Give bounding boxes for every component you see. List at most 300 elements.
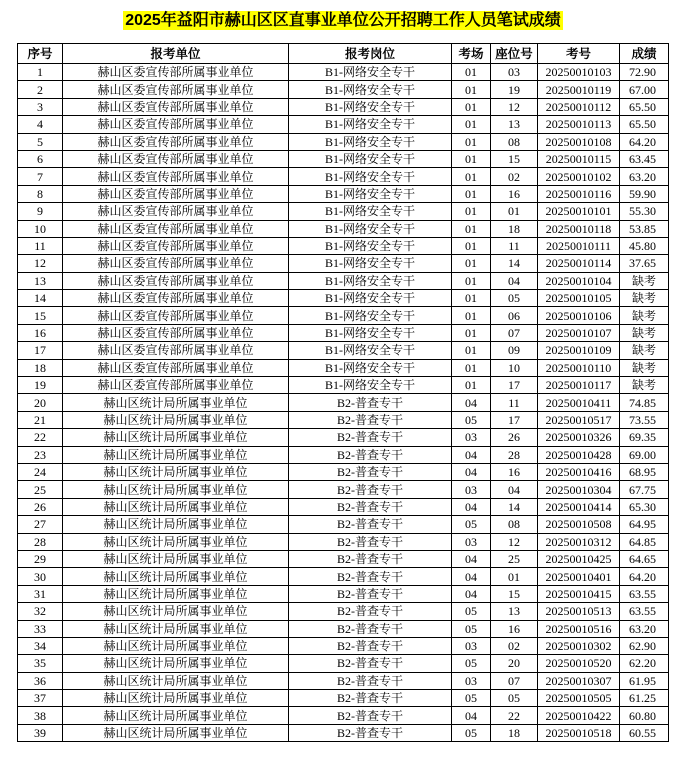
header-seq: 序号: [18, 44, 63, 64]
cell-seq: 9: [18, 203, 63, 220]
cell-score: 缺考: [620, 272, 669, 289]
cell-score: 缺考: [620, 307, 669, 324]
cell-position: B2-普查专干: [289, 533, 452, 550]
cell-seq: 23: [18, 446, 63, 463]
table-row: [18, 672, 669, 689]
cell-seq: 11: [18, 237, 63, 254]
cell-unit: 赫山区委宣传部所属事业单位: [63, 81, 289, 98]
cell-seat: 14: [491, 498, 538, 515]
cell-seat: 22: [491, 707, 538, 724]
cell-exam-id: 20250010304: [538, 481, 620, 498]
cell-unit: 赫山区委宣传部所属事业单位: [63, 377, 289, 394]
cell-score: 63.55: [620, 603, 669, 620]
cell-position: B2-普查专干: [289, 690, 452, 707]
cell-seat: 18: [491, 724, 538, 741]
title-wrapper: [0, 11, 686, 30]
cell-exam-room: 05: [452, 655, 491, 672]
cell-unit: 赫山区统计局所属事业单位: [63, 707, 289, 724]
cell-seat: 01: [491, 203, 538, 220]
cell-seat: 16: [491, 620, 538, 637]
cell-exam-id: 20250010312: [538, 533, 620, 550]
cell-exam-room: 05: [452, 690, 491, 707]
cell-unit: 赫山区统计局所属事业单位: [63, 446, 289, 463]
cell-unit: 赫山区委宣传部所属事业单位: [63, 185, 289, 202]
cell-seat: 06: [491, 307, 538, 324]
cell-unit: 赫山区统计局所属事业单位: [63, 620, 289, 637]
table-body: [18, 64, 669, 742]
cell-position: B1-网络安全专干: [289, 220, 452, 237]
score-table: [17, 43, 669, 742]
cell-score: 62.90: [620, 637, 669, 654]
cell-score: 62.20: [620, 655, 669, 672]
table-row: [18, 324, 669, 341]
table-row: [18, 290, 669, 307]
cell-position: B2-普查专干: [289, 446, 452, 463]
table-row: [18, 585, 669, 602]
cell-unit: 赫山区委宣传部所属事业单位: [63, 324, 289, 341]
cell-unit: 赫山区委宣传部所属事业单位: [63, 255, 289, 272]
cell-position: B1-网络安全专干: [289, 255, 452, 272]
cell-exam-id: 20250010513: [538, 603, 620, 620]
table-row: [18, 620, 669, 637]
cell-position: B1-网络安全专干: [289, 359, 452, 376]
cell-position: B1-网络安全专干: [289, 272, 452, 289]
cell-seq: 7: [18, 168, 63, 185]
cell-score: 67.00: [620, 81, 669, 98]
cell-exam-id: 20250010518: [538, 724, 620, 741]
table-row: [18, 550, 669, 567]
cell-seq: 21: [18, 411, 63, 428]
cell-unit: 赫山区统计局所属事业单位: [63, 637, 289, 654]
cell-seat: 13: [491, 116, 538, 133]
cell-exam-id: 20250010101: [538, 203, 620, 220]
cell-seat: 07: [491, 324, 538, 341]
cell-exam-room: 01: [452, 324, 491, 341]
cell-exam-id: 20250010517: [538, 411, 620, 428]
cell-exam-room: 05: [452, 603, 491, 620]
cell-score: 53.85: [620, 220, 669, 237]
cell-position: B2-普查专干: [289, 463, 452, 480]
cell-score: 69.35: [620, 429, 669, 446]
cell-position: B1-网络安全专干: [289, 377, 452, 394]
table-row: [18, 359, 669, 376]
cell-unit: 赫山区统计局所属事业单位: [63, 429, 289, 446]
cell-unit: 赫山区统计局所属事业单位: [63, 568, 289, 585]
cell-seat: 08: [491, 133, 538, 150]
cell-seq: 13: [18, 272, 63, 289]
cell-unit: 赫山区委宣传部所属事业单位: [63, 237, 289, 254]
cell-seat: 10: [491, 359, 538, 376]
cell-seq: 8: [18, 185, 63, 202]
cell-position: B1-网络安全专干: [289, 116, 452, 133]
cell-seq: 35: [18, 655, 63, 672]
cell-position: B2-普查专干: [289, 620, 452, 637]
cell-exam-id: 20250010411: [538, 394, 620, 411]
cell-unit: 赫山区委宣传部所属事业单位: [63, 359, 289, 376]
cell-score: 67.75: [620, 481, 669, 498]
cell-position: B1-网络安全专干: [289, 185, 452, 202]
cell-unit: 赫山区委宣传部所属事业单位: [63, 307, 289, 324]
cell-score: 64.65: [620, 550, 669, 567]
cell-unit: 赫山区统计局所属事业单位: [63, 672, 289, 689]
cell-exam-id: 20250010414: [538, 498, 620, 515]
cell-seq: 3: [18, 98, 63, 115]
cell-unit: 赫山区统计局所属事业单位: [63, 498, 289, 515]
cell-seq: 12: [18, 255, 63, 272]
cell-seat: 17: [491, 377, 538, 394]
cell-exam-room: 04: [452, 463, 491, 480]
cell-position: B2-普查专干: [289, 585, 452, 602]
page-title: 2025年益阳市赫山区区直事业单位公开招聘工作人员笔试成绩: [125, 12, 561, 29]
cell-seq: 27: [18, 516, 63, 533]
cell-seat: 16: [491, 185, 538, 202]
cell-seat: 15: [491, 585, 538, 602]
cell-score: 63.45: [620, 150, 669, 167]
cell-score: 60.55: [620, 724, 669, 741]
cell-exam-id: 20250010108: [538, 133, 620, 150]
cell-exam-room: 01: [452, 185, 491, 202]
cell-seat: 15: [491, 150, 538, 167]
table-row: [18, 429, 669, 446]
cell-exam-room: 01: [452, 64, 491, 81]
header-exam-room: 考场: [452, 44, 491, 64]
cell-unit: 赫山区委宣传部所属事业单位: [63, 133, 289, 150]
table-row: [18, 133, 669, 150]
cell-position: B2-普查专干: [289, 672, 452, 689]
cell-exam-room: 03: [452, 429, 491, 446]
cell-score: 缺考: [620, 377, 669, 394]
cell-position: B1-网络安全专干: [289, 98, 452, 115]
cell-exam-room: 01: [452, 116, 491, 133]
table-row: [18, 516, 669, 533]
cell-exam-room: 01: [452, 255, 491, 272]
cell-unit: 赫山区统计局所属事业单位: [63, 550, 289, 567]
cell-unit: 赫山区统计局所属事业单位: [63, 655, 289, 672]
cell-position: B2-普查专干: [289, 568, 452, 585]
cell-exam-id: 20250010416: [538, 463, 620, 480]
cell-seat: 26: [491, 429, 538, 446]
cell-position: B1-网络安全专干: [289, 133, 452, 150]
cell-unit: 赫山区委宣传部所属事业单位: [63, 203, 289, 220]
cell-unit: 赫山区统计局所属事业单位: [63, 533, 289, 550]
cell-seq: 30: [18, 568, 63, 585]
cell-seq: 32: [18, 603, 63, 620]
cell-exam-room: 04: [452, 585, 491, 602]
cell-seq: 36: [18, 672, 63, 689]
cell-seq: 28: [18, 533, 63, 550]
cell-seat: 04: [491, 272, 538, 289]
cell-unit: 赫山区统计局所属事业单位: [63, 516, 289, 533]
cell-seq: 10: [18, 220, 63, 237]
table-row: [18, 255, 669, 272]
cell-exam-id: 20250010104: [538, 272, 620, 289]
table-row: [18, 64, 669, 81]
cell-unit: 赫山区统计局所属事业单位: [63, 463, 289, 480]
table-row: [18, 637, 669, 654]
cell-seq: 37: [18, 690, 63, 707]
table-row: [18, 150, 669, 167]
cell-exam-room: 01: [452, 377, 491, 394]
table-row: [18, 690, 669, 707]
cell-seq: 38: [18, 707, 63, 724]
cell-exam-id: 20250010505: [538, 690, 620, 707]
cell-score: 65.50: [620, 116, 669, 133]
cell-score: 64.20: [620, 133, 669, 150]
cell-seat: 01: [491, 568, 538, 585]
cell-exam-room: 01: [452, 203, 491, 220]
cell-position: B1-网络安全专干: [289, 203, 452, 220]
cell-seq: 16: [18, 324, 63, 341]
cell-exam-id: 20250010112: [538, 98, 620, 115]
cell-score: 55.30: [620, 203, 669, 220]
cell-position: B2-普查专干: [289, 394, 452, 411]
cell-score: 64.20: [620, 568, 669, 585]
cell-seat: 11: [491, 237, 538, 254]
table-row: [18, 272, 669, 289]
cell-seq: 18: [18, 359, 63, 376]
cell-exam-id: 20250010103: [538, 64, 620, 81]
table-row: [18, 394, 669, 411]
cell-exam-id: 20250010115: [538, 150, 620, 167]
cell-unit: 赫山区委宣传部所属事业单位: [63, 272, 289, 289]
cell-seq: 39: [18, 724, 63, 741]
cell-seq: 25: [18, 481, 63, 498]
cell-unit: 赫山区统计局所属事业单位: [63, 603, 289, 620]
table-row: [18, 81, 669, 98]
cell-exam-room: 03: [452, 533, 491, 550]
cell-seat: 03: [491, 64, 538, 81]
cell-seat: 19: [491, 81, 538, 98]
cell-exam-id: 20250010110: [538, 359, 620, 376]
cell-score: 61.95: [620, 672, 669, 689]
cell-unit: 赫山区委宣传部所属事业单位: [63, 150, 289, 167]
header-seat: 座位号: [491, 44, 538, 64]
cell-position: B1-网络安全专干: [289, 307, 452, 324]
header-score: 成绩: [620, 44, 669, 64]
cell-exam-id: 20250010111: [538, 237, 620, 254]
cell-seat: 02: [491, 168, 538, 185]
table-row: [18, 185, 669, 202]
cell-seq: 19: [18, 377, 63, 394]
cell-exam-room: 01: [452, 98, 491, 115]
table-row: [18, 237, 669, 254]
cell-score: 61.25: [620, 690, 669, 707]
cell-unit: 赫山区委宣传部所属事业单位: [63, 98, 289, 115]
cell-position: B2-普查专干: [289, 411, 452, 428]
cell-score: 64.85: [620, 533, 669, 550]
cell-seq: 29: [18, 550, 63, 567]
cell-seat: 12: [491, 533, 538, 550]
cell-exam-room: 05: [452, 516, 491, 533]
header-exam-id: 考号: [538, 44, 620, 64]
cell-seat: 16: [491, 463, 538, 480]
cell-unit: 赫山区委宣传部所属事业单位: [63, 220, 289, 237]
cell-exam-room: 04: [452, 707, 491, 724]
cell-position: B1-网络安全专干: [289, 237, 452, 254]
table-row: [18, 220, 669, 237]
cell-position: B1-网络安全专干: [289, 81, 452, 98]
cell-score: 37.65: [620, 255, 669, 272]
cell-exam-id: 20250010119: [538, 81, 620, 98]
cell-seat: 17: [491, 411, 538, 428]
table-row: [18, 446, 669, 463]
cell-seat: 13: [491, 603, 538, 620]
cell-position: B2-普查专干: [289, 516, 452, 533]
cell-exam-id: 20250010520: [538, 655, 620, 672]
cell-exam-room: 01: [452, 342, 491, 359]
cell-exam-room: 01: [452, 133, 491, 150]
cell-seq: 4: [18, 116, 63, 133]
cell-exam-room: 01: [452, 237, 491, 254]
cell-exam-id: 20250010102: [538, 168, 620, 185]
cell-seat: 14: [491, 255, 538, 272]
cell-score: 缺考: [620, 290, 669, 307]
cell-exam-room: 05: [452, 411, 491, 428]
cell-exam-id: 20250010415: [538, 585, 620, 602]
cell-score: 63.20: [620, 168, 669, 185]
cell-seat: 25: [491, 550, 538, 567]
cell-position: B1-网络安全专干: [289, 168, 452, 185]
cell-exam-room: 04: [452, 446, 491, 463]
cell-unit: 赫山区委宣传部所属事业单位: [63, 290, 289, 307]
cell-exam-id: 20250010425: [538, 550, 620, 567]
cell-seq: 1: [18, 64, 63, 81]
cell-exam-room: 04: [452, 498, 491, 515]
table-row: [18, 116, 669, 133]
cell-exam-id: 20250010106: [538, 307, 620, 324]
cell-seq: 5: [18, 133, 63, 150]
cell-exam-room: 01: [452, 307, 491, 324]
cell-score: 缺考: [620, 359, 669, 376]
cell-seq: 31: [18, 585, 63, 602]
cell-position: B1-网络安全专干: [289, 324, 452, 341]
cell-exam-id: 20250010105: [538, 290, 620, 307]
cell-unit: 赫山区委宣传部所属事业单位: [63, 64, 289, 81]
cell-score: 65.50: [620, 98, 669, 115]
cell-seq: 20: [18, 394, 63, 411]
table-row: [18, 707, 669, 724]
cell-seq: 34: [18, 637, 63, 654]
cell-exam-room: 03: [452, 481, 491, 498]
table-row: [18, 411, 669, 428]
cell-unit: 赫山区委宣传部所属事业单位: [63, 168, 289, 185]
header-position: 报考岗位: [289, 44, 452, 64]
cell-seq: 15: [18, 307, 63, 324]
cell-score: 65.30: [620, 498, 669, 515]
cell-unit: 赫山区统计局所属事业单位: [63, 724, 289, 741]
cell-seq: 26: [18, 498, 63, 515]
cell-position: B2-普查专干: [289, 498, 452, 515]
cell-position: B1-网络安全专干: [289, 290, 452, 307]
cell-seq: 33: [18, 620, 63, 637]
table-row: [18, 724, 669, 741]
cell-exam-room: 01: [452, 359, 491, 376]
cell-exam-room: 01: [452, 290, 491, 307]
cell-exam-room: 01: [452, 150, 491, 167]
cell-exam-id: 20250010117: [538, 377, 620, 394]
cell-seat: 11: [491, 394, 538, 411]
cell-seat: 02: [491, 637, 538, 654]
cell-seat: 07: [491, 672, 538, 689]
cell-exam-id: 20250010508: [538, 516, 620, 533]
cell-exam-room: 03: [452, 672, 491, 689]
cell-score: 72.90: [620, 64, 669, 81]
cell-position: B1-网络安全专干: [289, 64, 452, 81]
cell-score: 63.20: [620, 620, 669, 637]
cell-score: 63.55: [620, 585, 669, 602]
cell-position: B2-普查专干: [289, 707, 452, 724]
cell-score: 缺考: [620, 342, 669, 359]
cell-score: 73.55: [620, 411, 669, 428]
cell-score: 74.85: [620, 394, 669, 411]
cell-score: 69.00: [620, 446, 669, 463]
cell-position: B2-普查专干: [289, 655, 452, 672]
cell-seq: 6: [18, 150, 63, 167]
cell-seq: 2: [18, 81, 63, 98]
cell-seat: 20: [491, 655, 538, 672]
cell-exam-id: 20250010118: [538, 220, 620, 237]
cell-seq: 22: [18, 429, 63, 446]
cell-exam-room: 04: [452, 568, 491, 585]
cell-score: 60.80: [620, 707, 669, 724]
table-row: [18, 655, 669, 672]
table-row: [18, 463, 669, 480]
cell-unit: 赫山区统计局所属事业单位: [63, 394, 289, 411]
cell-unit: 赫山区统计局所属事业单位: [63, 690, 289, 707]
table-row: [18, 307, 669, 324]
cell-exam-id: 20250010116: [538, 185, 620, 202]
cell-unit: 赫山区统计局所属事业单位: [63, 481, 289, 498]
cell-exam-room: 01: [452, 220, 491, 237]
cell-seat: 09: [491, 342, 538, 359]
cell-seat: 18: [491, 220, 538, 237]
cell-unit: 赫山区统计局所属事业单位: [63, 411, 289, 428]
cell-exam-room: 05: [452, 724, 491, 741]
cell-seq: 24: [18, 463, 63, 480]
cell-position: B1-网络安全专干: [289, 150, 452, 167]
cell-exam-room: 01: [452, 272, 491, 289]
cell-seat: 28: [491, 446, 538, 463]
cell-seq: 14: [18, 290, 63, 307]
table-row: [18, 498, 669, 515]
cell-score: 缺考: [620, 324, 669, 341]
table-row: [18, 98, 669, 115]
cell-exam-room: 01: [452, 168, 491, 185]
table-row: [18, 481, 669, 498]
header-unit: 报考单位: [63, 44, 289, 64]
cell-position: B2-普查专干: [289, 724, 452, 741]
cell-exam-id: 20250010109: [538, 342, 620, 359]
cell-seat: 04: [491, 481, 538, 498]
cell-exam-room: 04: [452, 394, 491, 411]
cell-exam-id: 20250010428: [538, 446, 620, 463]
cell-unit: 赫山区委宣传部所属事业单位: [63, 116, 289, 133]
table-row: [18, 568, 669, 585]
cell-score: 68.95: [620, 463, 669, 480]
table-row: [18, 603, 669, 620]
cell-exam-room: 04: [452, 550, 491, 567]
table-row: [18, 342, 669, 359]
table-row: [18, 168, 669, 185]
cell-seat: 12: [491, 98, 538, 115]
cell-unit: 赫山区统计局所属事业单位: [63, 585, 289, 602]
cell-exam-id: 20250010107: [538, 324, 620, 341]
cell-exam-id: 20250010113: [538, 116, 620, 133]
cell-score: 64.95: [620, 516, 669, 533]
cell-score: 59.90: [620, 185, 669, 202]
cell-seq: 17: [18, 342, 63, 359]
cell-score: 45.80: [620, 237, 669, 254]
